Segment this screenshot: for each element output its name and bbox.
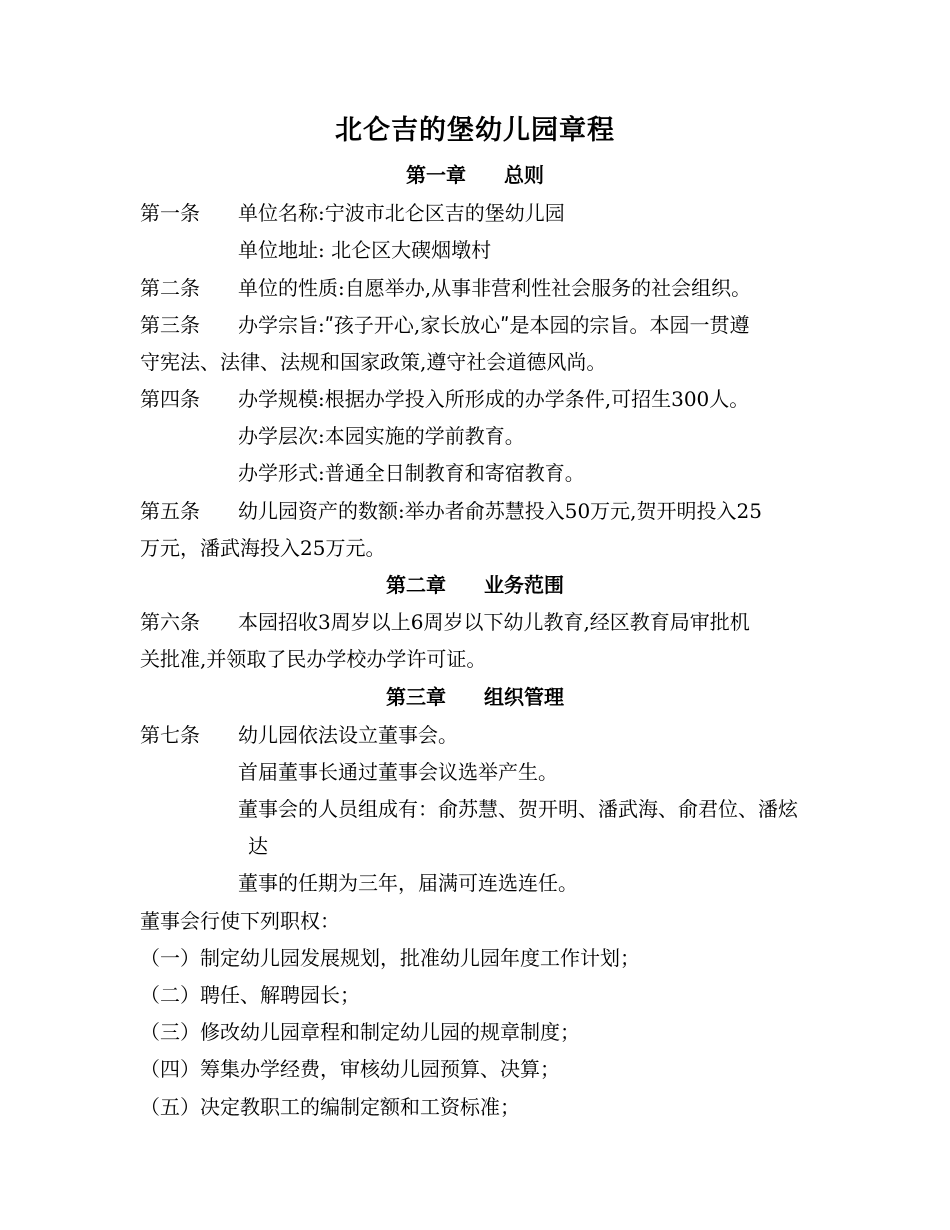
article-text: 办学规模:根据办学投入所形成的办学条件,可招生300人。 [238, 387, 750, 411]
article-text: 幼儿园资产的数额:举办者俞苏慧投入50万元,贺开明投入25 [238, 499, 762, 523]
article-1-sub-1: 单位地址: 北仑区大碶烟墩村 [238, 238, 492, 262]
board-power-item: （一）制定幼儿园发展规划，批准幼儿园年度工作计划； [140, 946, 640, 970]
article-7-sub-2: 董事会的人员组成有：俞苏慧、贺开明、潘武海、俞君位、潘炫 [238, 797, 798, 821]
article-7-sub-2-continuation: 达 [248, 834, 268, 858]
chapter-1-heading [0, 160, 950, 190]
board-power-item: （五）决定教职工的编制定额和工资标准； [140, 1095, 520, 1119]
article-label: 第六条 [140, 610, 200, 634]
article-3-continuation: 守宪法、法律、法规和国家政策,遵守社会道德风尚。 [140, 350, 607, 374]
article-text: 单位名称:宁波市北仑区吉的堡幼儿园 [238, 201, 565, 225]
chapter-2-heading [0, 570, 950, 600]
article-5-continuation: 万元，潘武海投入25万元。 [140, 536, 386, 560]
chapter-number: 第二章 [386, 573, 446, 597]
board-power-item: （二）聘任、解聘园长； [140, 983, 360, 1007]
article-label: 第三条 [140, 313, 200, 337]
article-4 [140, 384, 749, 414]
article-text: 办学宗旨:ʺ孩子开心,家长放心ʺ是本园的宗旨。本园一贯遵 [238, 313, 750, 337]
article-label: 第五条 [140, 499, 200, 523]
article-1 [140, 198, 565, 228]
board-power-item: （四）筹集办学经费，审核幼儿园预算、决算； [140, 1057, 560, 1081]
article-3 [140, 310, 750, 340]
chapter-name: 组织管理 [484, 685, 564, 709]
article-4-sub-1: 办学层次:本园实施的学前教育。 [238, 424, 525, 448]
article-text: 本园招收3周岁以上6周岁以下幼儿教育,经区教育局审批机 [238, 610, 750, 634]
article-text: 幼儿园依法设立董事会。 [238, 723, 458, 747]
article-label: 第七条 [140, 723, 200, 747]
document-title: 北仑吉的堡幼儿园章程 [335, 115, 615, 146]
article-label: 第二条 [140, 276, 200, 300]
chapter-number: 第一章 [406, 163, 466, 187]
article-4-sub-2: 办学形式:普通全日制教育和寄宿教育。 [238, 461, 585, 485]
board-powers-intro: 董事会行使下列职权： [140, 909, 340, 933]
article-label: 第四条 [140, 387, 200, 411]
article-5 [140, 496, 762, 526]
chapter-3-heading [0, 682, 950, 712]
chapter-name: 总则 [504, 163, 544, 187]
chapter-name: 业务范围 [484, 573, 564, 597]
board-power-item: （三）修改幼儿园章程和制定幼儿园的规章制度； [140, 1020, 580, 1044]
article-2 [140, 273, 751, 303]
article-text: 单位的性质:自愿举办,从事非营利性社会服务的社会组织。 [238, 276, 752, 300]
article-label: 第一条 [140, 201, 200, 225]
article-6-continuation: 关批准,并领取了民办学校办学许可证。 [140, 647, 487, 671]
article-7-sub-3: 董事的任期为三年，届满可连选连任。 [238, 871, 578, 895]
chapter-number: 第三章 [386, 685, 446, 709]
article-7-sub-1: 首届董事长通过董事会议选举产生。 [238, 760, 558, 784]
article-7 [140, 720, 458, 750]
article-6 [140, 607, 750, 637]
